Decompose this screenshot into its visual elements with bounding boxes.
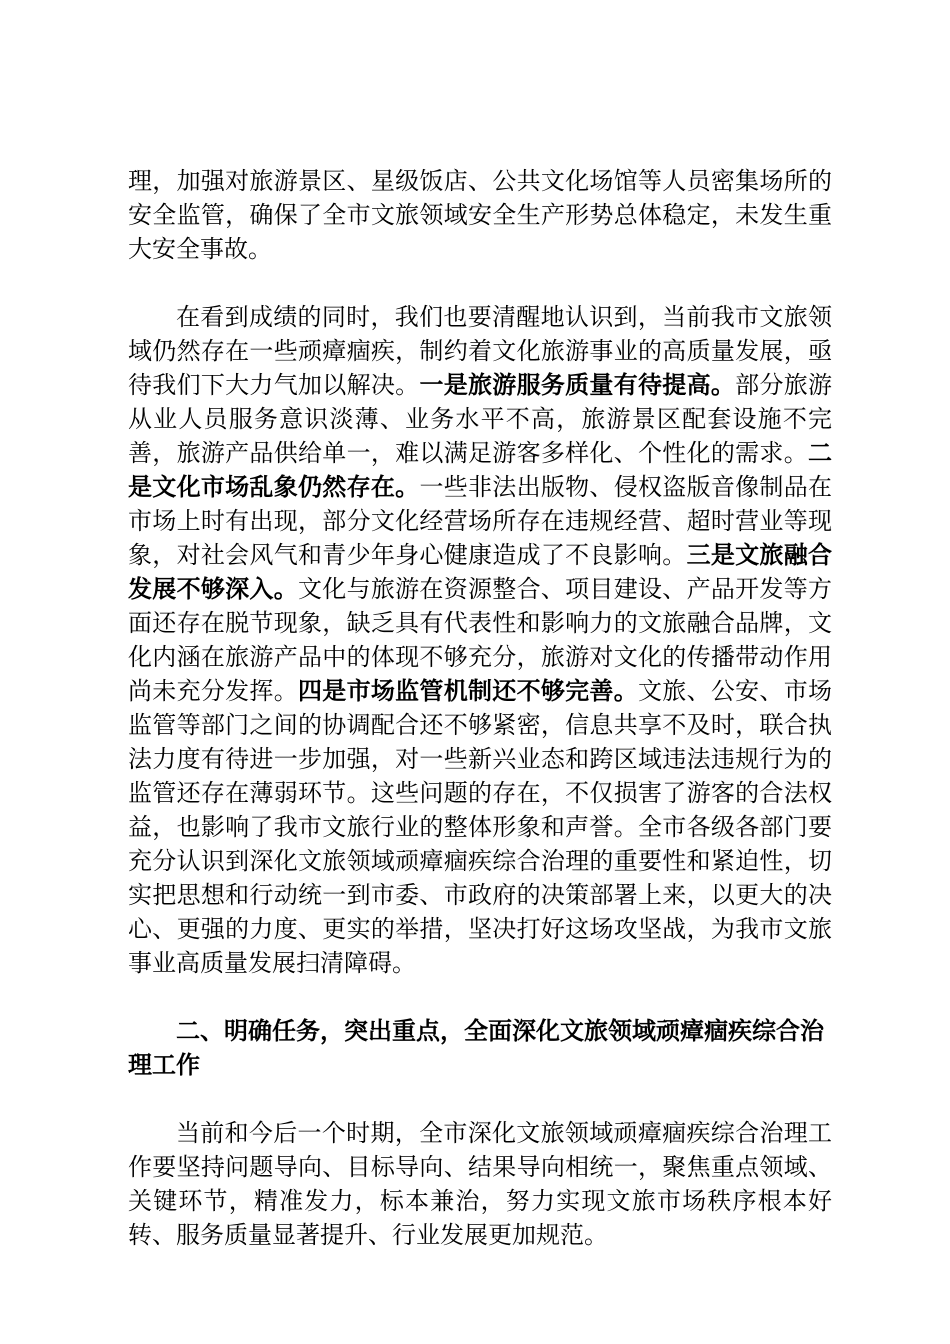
point-3-text: 文化与旅游在资源整合、项目建设、产品开发等方面还存在脱节现象，缺乏具有代表性和影响力的文旅融合品牌，文化内涵在旅游产品中的体现不够充分，旅游对文化的传播带动作用尚未充分发挥。 [128, 575, 832, 705]
document-page [128, 164, 832, 1252]
point-2-title: 二是文化市场乱象仍然存在。 [128, 439, 832, 501]
point-1-text: 部分旅游从业人员服务意识淡薄、业务水平不高，旅游景区配套设施不完善，旅游产品供给单一，难以满足游客多样化、个性化的需求。 [128, 371, 833, 467]
paragraph-2-intro: 在看到成绩的同时，我们也要清醒地认识到，当前我市文旅领域仍然存在一些顽瘴痼疾，制约着文化旅游事业的高质量发展，亟待我们下大力气加以解决。 [128, 303, 832, 399]
section-heading: 二、明确任务，突出重点，全面深化文旅领域顽瘴痼疾综合治理工作 [128, 1017, 824, 1079]
point-4-title: 四是市场监管机制还不够完善。 [298, 677, 638, 705]
point-2-text: 一些非法出版物、侵权盗版音像制品在市场上时有出现，部分文化经营场所存在违规经营、超时营业等现象，对社会风气和青少年身心健康造成了不良影响。 [128, 473, 833, 569]
paragraph-2 [128, 300, 832, 980]
paragraph-1: 理，加强对旅游景区、星级饭店、公共文化场馆等人员密集场所的安全监管，确保了全市文旅领域安全生产形势总体稳定，未发生重大安全事故。 [128, 167, 832, 263]
point-3-title: 三是文旅融合发展不够深入。 [128, 541, 833, 603]
paragraph-3: 当前和今后一个时期，全市深化文旅领域顽瘴痼疾综合治理工作要坚持问题导向、目标导向、结果导向相统一，聚焦重点领域、关键环节，精准发力，标本兼治，努力实现文旅市场秩序根本好转、服务质量显著提升、行业发展更加规范。 [128, 1119, 832, 1249]
point-4-text: 文旅、公安、市场监管等部门之间的协调配合还不够紧密，信息共享不及时，联合执法力度有待进一步加强，对一些新兴业态和跨区域违法违规行为的监管还存在薄弱环节。这些问题的存在，不仅损害了游客的合法权益，也影响了我市文旅行业的整体形象和声誉。全市各级各部门要充分认识到深化文旅领域顽瘴痼疾综合治理的重要性和紧迫性，切实把思想和行动统一到市委、市政府的决策部署上来，以更大的决心、更强的力度、更实的举措，坚决打好这场攻坚战，为我市文旅事业高质量发展扫清障碍。 [128, 677, 832, 977]
point-1-title: 一是旅游服务质量有待提高。 [419, 371, 736, 399]
